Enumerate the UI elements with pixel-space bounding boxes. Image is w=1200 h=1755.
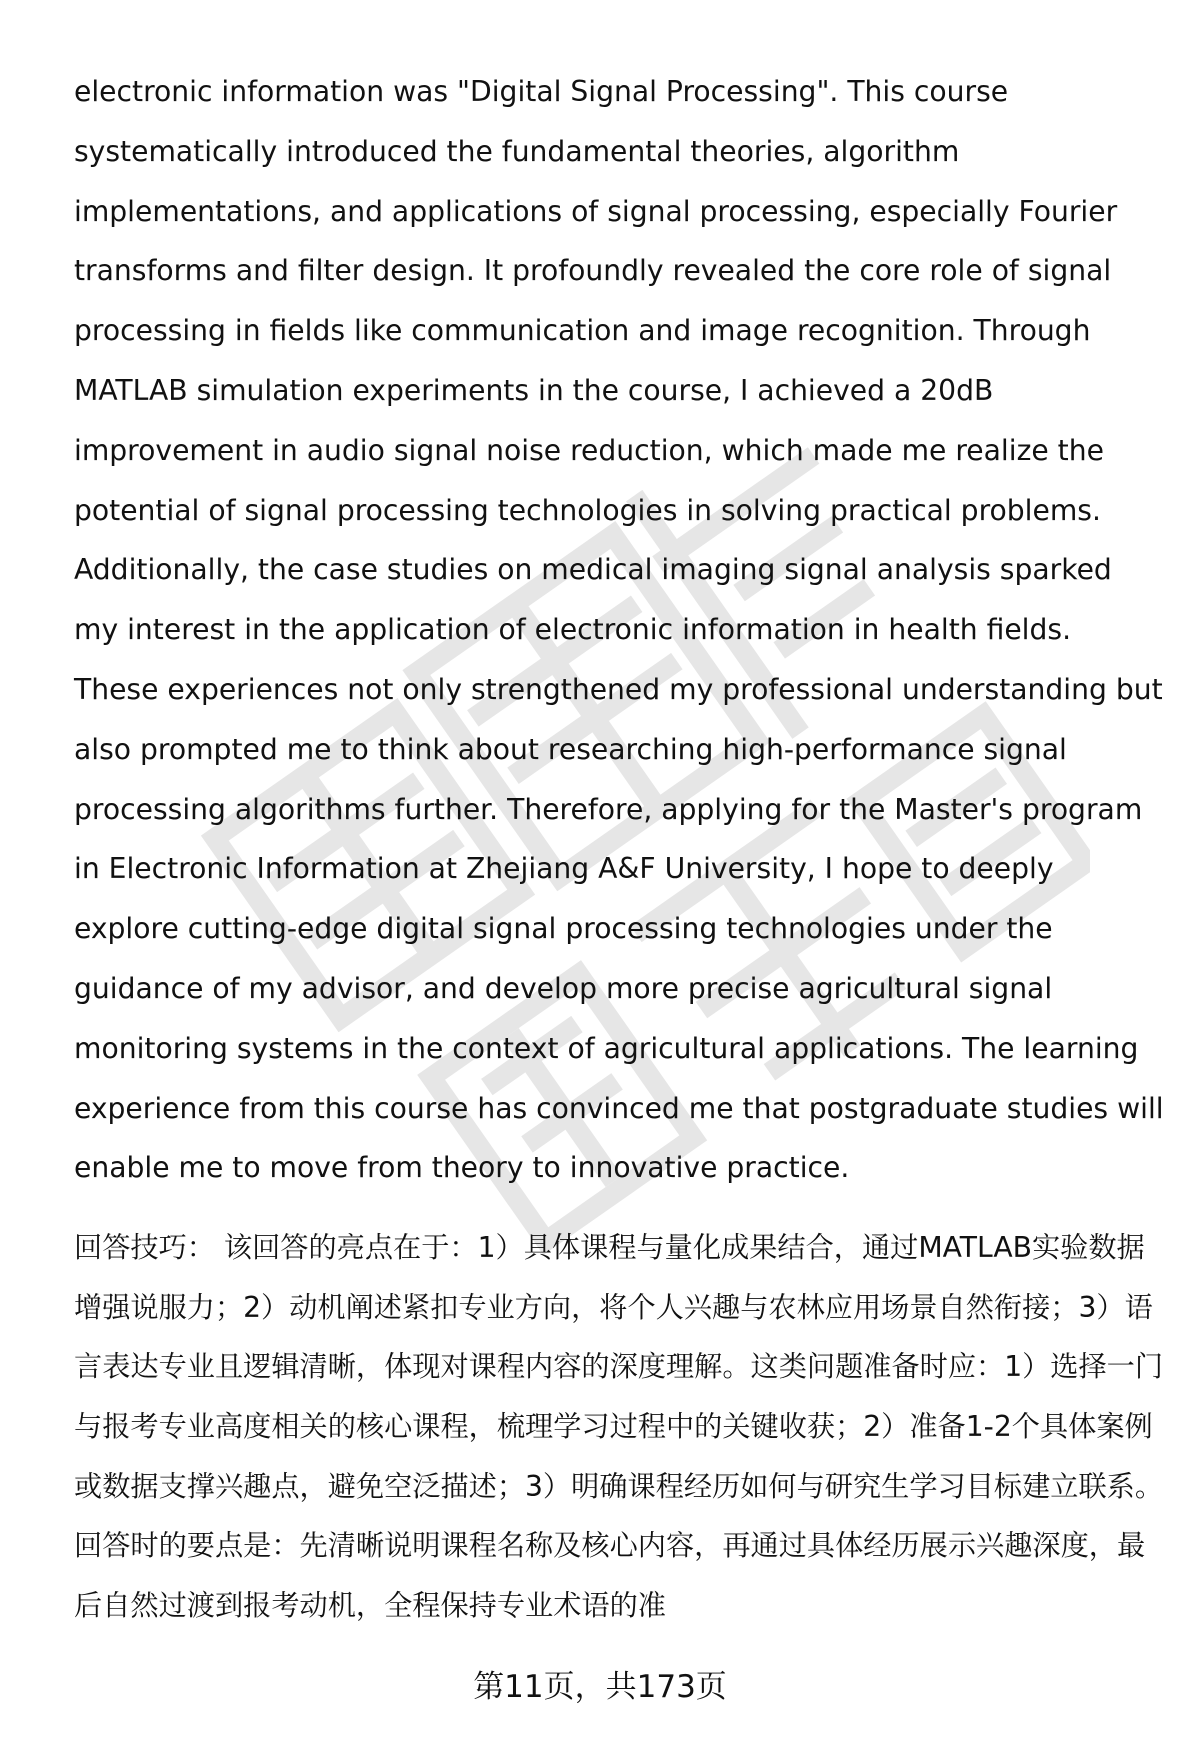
english-answer-paragraph: electronic information was "Digital Signal Processing". This course systematically introduced the fundamental theories, algorithm implementations, and applications of signal processing, especially Fourier transforms and filter design. It profoundly revealed the core role of signal processing in fields like communication and image recognition. Through MATLAB simulation experiments in the course, I achieved a 20dB improvement in audio signal noise reduction, which made me realize the potential of signal processing technologies in solving practical problems. Additionally, the case studies on medical imaging signal analysis sparked my interest in the application of electronic information in health fields. These experiences not only strengthened my professional understanding but also prompted me to think about researching high-performance signal processing algorithms further. Therefore, applying for the Master's program in Electronic Information at Zhejiang A&F University, I hope to deeply explore cutting-edge digital signal processing technologies under the guidance of my advisor, and develop more precise agricultural signal monitoring systems in the context of agricultural applications. The learning experience from this course has convinced me that postgraduate studies will enable me to move from theory to innovative practice.	[74, 75, 1164, 1185]
answer-tip-paragraph	[74, 1218, 1164, 1635]
tip-label: 回答技巧：	[74, 1231, 215, 1265]
tip-text: 该回答的亮点在于：1）具体课程与量化成果结合，通过MATLAB实验数据增强说服力；2）动机阐述紧扣专业方向，将个人兴趣与农林应用场景自然衔接；3）语言表达专业且逻辑清晰，体现对课程内容的深度理解。这类问题准备时应：1）选择一门与报考专业高度相关的核心课程，梳理学习过程中的关键收获；2）准备1-2个具体案例或数据支撑兴趣点，避免空泛描述；3）明确课程经历如何与研究生学习目标建立联系。回答时的要点是：先清晰说明课程名称及核心内容，再通过具体经历展示兴趣深度，最后自然过渡到报考动机，全程保持专业术语的准	[74, 1231, 1164, 1622]
page-number: 第11页，共173页	[473, 1669, 727, 1705]
document-content	[74, 62, 1164, 1635]
